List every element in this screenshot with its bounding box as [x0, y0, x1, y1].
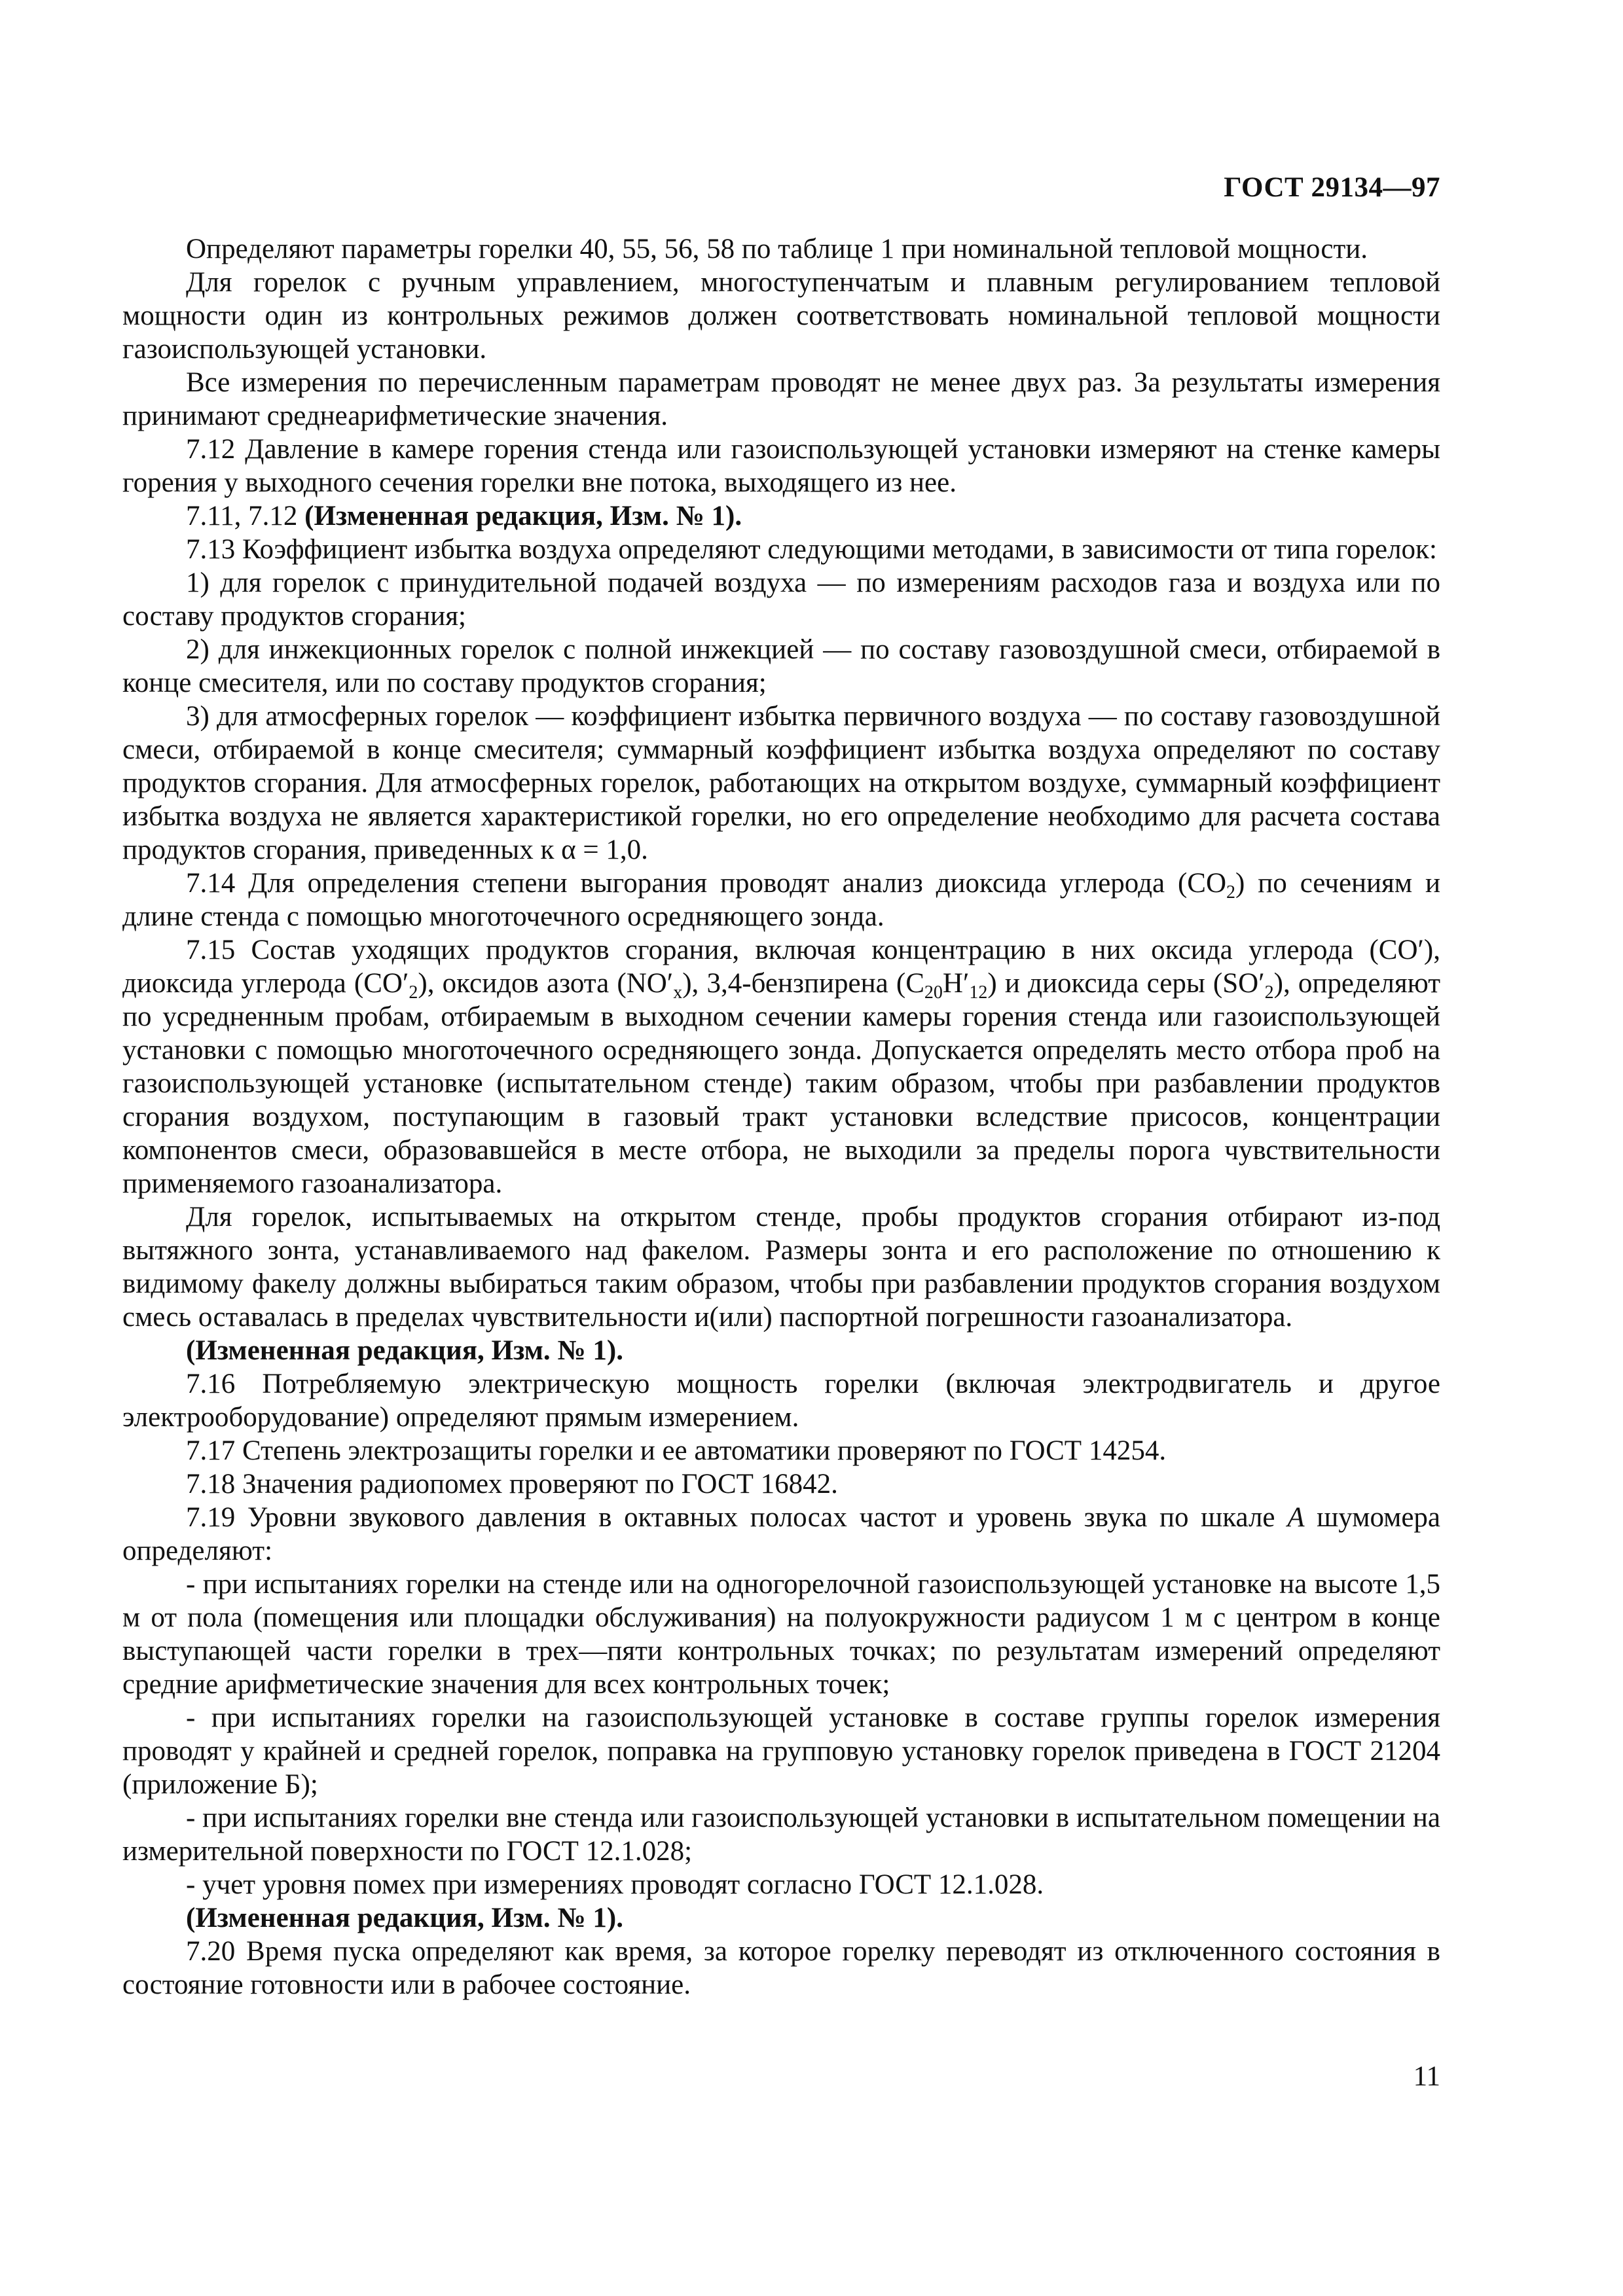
paragraph: 2) для инжекционных горелок с полной инжекцией — по составу газовоздушной смеси, отбираемой в конце смесителя, или по составу продуктов сгорания; [122, 634, 1440, 698]
text-segment: ), 3,4-бензпирена (C [682, 968, 924, 999]
clause-ref: 7.11, 7.12 [186, 501, 298, 531]
subscript: 20 [924, 982, 943, 1003]
paragraph [122, 933, 1440, 1200]
text-segment: 7.15 Состав уходящих продуктов сгорания, включая концентрацию в них оксида углерода (CO′), диоксида углерода (CO′ [122, 935, 1440, 999]
document-header: ГОСТ 29134—97 [1224, 172, 1440, 203]
subscript: 2 [1226, 882, 1236, 903]
page-number: 11 [1413, 2061, 1440, 2092]
paragraph [122, 1501, 1440, 1568]
text-segment: шумомера определяют: [122, 1502, 1441, 1566]
paragraph: 7.13 Коэффициент избытка воздуха определяют следующими методами, в зависимости от типа горелок: [186, 534, 1437, 565]
text-segment: ), определяют по усредненным пробам, отбираемым в выходном сечении камеры горения стенда или газоиспользующей установки с помощью многоточечного осредняющего зонда. Допускается определять место отбора проб на газоиспользующей установке (испытательном стенде) таким образом, чтобы при разбавлении продуктов сгорания воздухом, поступающим в газовый тракт установки вследствие присосов, концентрации компонентов смеси, образовавшейся в месте отбора, не выходили за пределы порога чувствительности применяемого газоанализатора. [122, 968, 1440, 1199]
paragraph: 7.17 Степень электрозащиты горелки и ее автоматики проверяют по ГОСТ 14254. [186, 1435, 1167, 1466]
document-body [122, 232, 1440, 2001]
paragraph: 7.16 Потребляемую электрическую мощность горелки (включая электродвигатель и другое электрооборудование) определяют прямым измерением. [122, 1369, 1440, 1433]
list-item: - при испытаниях горелки на газоиспользующей установке в составе группы горелок измерения проводят у крайней и средней горелок, поправка на групповую установку горелок приведена в ГОСТ 21204 (приложение Б); [122, 1702, 1440, 1800]
text-segment: ) и диоксида серы (SO′ [987, 968, 1265, 999]
subscript: 2 [409, 982, 418, 1003]
text-segment: 7.14 Для определения степени выгорания проводят анализ диоксида углерода (CO [186, 868, 1227, 899]
text-segment: ), оксидов азота (NO′ [418, 968, 674, 999]
amendment-note: (Измененная редакция, Изм. № 1). [304, 501, 742, 531]
subscript: 2 [1264, 982, 1274, 1003]
paragraph: 1) для горелок с принудительной подачей воздуха — по измерениям расходов газа и воздуха или по составу продуктов сгорания; [122, 567, 1440, 632]
paragraph: 7.12 Давление в камере горения стенда или газоиспользующей установки измеряют на стенке камеры горения у выходного сечения горелки вне потока, выходящего из нее. [122, 434, 1440, 498]
paragraph: 7.18 Значения радиопомех проверяют по ГОСТ 16842. [186, 1469, 838, 1499]
paragraph [122, 499, 1440, 533]
paragraph: Определяют параметры горелки 40, 55, 56, 58 по таблице 1 при номинальной тепловой мощности. [186, 234, 1368, 264]
text-segment: 7.19 Уровни звукового давления в октавных полосах частот и уровень звука по шкале [186, 1502, 1288, 1533]
list-item: - при испытаниях горелки на стенде или на одногорелочной газоиспользующей установке на высоте 1,5 м от пола (помещения или площадки обслуживания) на полуокружности радиусом 1 м с центром в конце выступающей части горелки в трех—пяти контрольных точках; по результатам измерений определяют средние арифметические значения для всех контрольных точек; [122, 1569, 1440, 1700]
scale-letter: A [1287, 1502, 1305, 1533]
amendment-note: (Измененная редакция, Изм. № 1). [186, 1903, 623, 1933]
paragraph [122, 867, 1440, 933]
list-item: - при испытаниях горелки вне стенда или газоиспользующей установки в испытательном помещении на измерительной поверхности по ГОСТ 12.1.028; [122, 1803, 1440, 1867]
paragraph: 7.20 Время пуска определяют как время, за которое горелку переводят из отключенного состояния в состояние готовности или в рабочее состояние. [122, 1936, 1440, 2000]
paragraph: Для горелок, испытываемых на открытом стенде, пробы продуктов сгорания отбирают из-под вытяжного зонта, устанавливаемого над факелом. Размеры зонта и его расположение по отношению к видимому факелу должны выбираться таким образом, чтобы при разбавлении продуктов сгорания воздухом смесь оставалась в пределах чувствительности и(или) паспортной погрешности газоанализатора. [122, 1202, 1440, 1333]
paragraph: Для горелок с ручным управлением, многоступенчатым и плавным регулированием тепловой мощности один из контрольных режимов должен соответствовать номинальной тепловой мощности газоиспользующей установки. [122, 267, 1440, 365]
paragraph: Все измерения по перечисленным параметрам проводят не менее двух раз. За результаты измерения принимают среднеарифметические значения. [122, 367, 1440, 431]
text-segment: ) по сечениям и длине стенда с помощью многоточечного осредняющего зонда. [122, 868, 1440, 932]
list-item: - учет уровня помех при измерениях проводят согласно ГОСТ 12.1.028. [186, 1869, 1044, 1900]
paragraph: 3) для атмосферных горелок — коэффициент избытка первичного воздуха — по составу газовоздушной смеси, отбираемой в конце смесителя; суммарный коэффициент избытка воздуха определяют по составу продуктов сгорания. Для атмосферных горелок, работающих на открытом воздухе, суммарный коэффициент избытка воздуха не является характеристикой горелки, но его определение необходимо для расчета состава продуктов сгорания, приведенных к α = 1,0. [122, 701, 1440, 865]
text-segment: H′ [942, 968, 970, 999]
amendment-note: (Измененная редакция, Изм. № 1). [186, 1335, 623, 1366]
subscript: x [673, 982, 683, 1003]
subscript: 12 [969, 982, 988, 1003]
